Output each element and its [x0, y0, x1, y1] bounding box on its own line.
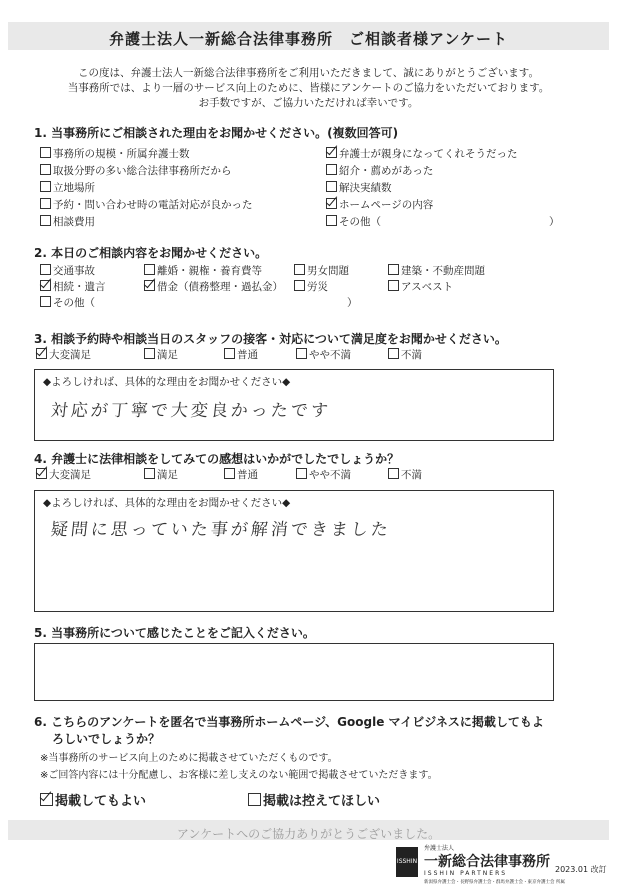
- q5-comment-box[interactable]: [34, 643, 554, 701]
- checkbox-icon[interactable]: [40, 793, 53, 806]
- q4-option[interactable]: 大変満足: [36, 468, 91, 482]
- checkbox-icon[interactable]: [326, 147, 337, 158]
- q1-option[interactable]: 取扱分野の多い総合法律事務所だから: [40, 164, 232, 178]
- q1-option[interactable]: 立地場所: [40, 181, 95, 195]
- q5-title: 5. 当事務所について感じたことをご記入ください。: [34, 626, 315, 640]
- q2-option[interactable]: 建築・不動産問題: [388, 264, 485, 278]
- q4-option[interactable]: 普通: [224, 468, 258, 482]
- q3-option[interactable]: やや不満: [296, 348, 351, 362]
- intro-line-1: この度は、弁護士法人一新総合法律事務所をご利用いただきまして、誠にありがとうございます。: [78, 67, 539, 79]
- checkbox-icon[interactable]: [248, 793, 261, 806]
- checkbox-icon[interactable]: [40, 215, 51, 226]
- checkbox-icon[interactable]: [294, 280, 305, 291]
- checkbox-icon[interactable]: [326, 164, 337, 175]
- q2-option-other[interactable]: その他（ ）: [40, 296, 358, 310]
- q2-title: 2. 本日のご相談内容をお聞かせください。: [34, 246, 268, 260]
- q3-option[interactable]: 不満: [388, 348, 422, 362]
- q3-option[interactable]: 普通: [224, 348, 258, 362]
- q6-note-1: ※当事務所のサービス向上のために掲載させていただくものです。: [40, 753, 338, 764]
- logo-small-text: 弁護士法人: [424, 845, 455, 852]
- q1-option[interactable]: ホームページの内容: [326, 198, 433, 212]
- q1-option[interactable]: 弁護士が親身になってくれそうだった: [326, 147, 518, 161]
- checkbox-icon[interactable]: [388, 468, 399, 479]
- page-title: 弁護士法人一新総合法律事務所 ご相談者様アンケート: [108, 30, 509, 48]
- q4-option[interactable]: 不満: [388, 468, 422, 482]
- q3-option[interactable]: 満足: [144, 348, 178, 362]
- q3-title: 3. 相談予約時や相談当日のスタッフの接客・対応について満足度をお聞かせください。: [34, 332, 507, 346]
- q1-option[interactable]: 相談費用: [40, 215, 95, 229]
- checkbox-icon[interactable]: [224, 468, 235, 479]
- q2-option[interactable]: 離婚・親権・養育費等: [144, 264, 262, 278]
- q3-option[interactable]: 大変満足: [36, 348, 91, 362]
- q1-option[interactable]: 解決実績数: [326, 181, 392, 195]
- q3-comment-box[interactable]: [34, 369, 554, 441]
- q4-option[interactable]: やや不満: [296, 468, 351, 482]
- checkbox-icon[interactable]: [388, 280, 399, 291]
- q3-handwritten-answer: 対応が丁寧で大変良かったです: [49, 401, 332, 421]
- q2-option[interactable]: 労災: [294, 280, 328, 294]
- q4-handwritten-answer: 疑問に思っていた事が解消できました: [49, 520, 392, 540]
- checkbox-icon[interactable]: [40, 164, 51, 175]
- checkbox-icon[interactable]: [388, 348, 399, 359]
- q2-option[interactable]: 借金（債務整理・過払金）: [144, 280, 283, 294]
- checkbox-icon[interactable]: [40, 181, 51, 192]
- checkbox-icon[interactable]: [40, 280, 51, 291]
- intro-line-2: 当事務所では、より一層のサービス向上のために、皆様にアンケートのご協力をいただいております。: [67, 82, 550, 94]
- checkbox-icon[interactable]: [326, 198, 337, 209]
- logo-english: ISSHIN PARTNERS: [424, 870, 508, 877]
- q1-title: 1. 当事務所にご相談された理由をお聞かせください。(複数回答可): [34, 126, 399, 140]
- q1-option[interactable]: 事務所の規模・所属弁護士数: [40, 147, 190, 161]
- checkbox-icon[interactable]: [36, 348, 47, 359]
- q1-option[interactable]: 予約・問い合わせ時の電話対応が良かった: [40, 198, 253, 212]
- q2-option[interactable]: 交通事故: [40, 264, 95, 278]
- q6-title-line-1: 6. こちらのアンケートを匿名で当事務所ホームページ、Google マイビジネスに掲載してもよ: [34, 715, 544, 729]
- q3-comment-label: ◆よろしければ、具体的な理由をお聞かせください◆: [43, 376, 291, 388]
- thanks-message: アンケートへのご協力ありがとうございました。: [176, 827, 441, 841]
- checkbox-icon[interactable]: [40, 264, 51, 275]
- checkbox-icon[interactable]: [144, 468, 155, 479]
- checkbox-icon[interactable]: [296, 348, 307, 359]
- revision-label: 2023.01 改訂: [555, 865, 607, 874]
- checkbox-icon[interactable]: [40, 147, 51, 158]
- checkbox-icon[interactable]: [36, 468, 47, 479]
- q4-option[interactable]: 満足: [144, 468, 178, 482]
- checkbox-icon[interactable]: [296, 468, 307, 479]
- checkbox-icon[interactable]: [40, 198, 51, 209]
- checkbox-icon[interactable]: [388, 264, 399, 275]
- logo-name: 一新総合法律事務所: [424, 854, 550, 870]
- intro-line-3: お手数ですが、ご協力いただければ幸いです。: [198, 97, 419, 109]
- q2-option[interactable]: アスベスト: [388, 280, 453, 294]
- q4-comment-label: ◆よろしければ、具体的な理由をお聞かせください◆: [43, 497, 291, 509]
- q1-option[interactable]: 紹介・薦めがあった: [326, 164, 433, 178]
- checkbox-icon[interactable]: [224, 348, 235, 359]
- logo-sub-text: 新潟県弁護士会・長野県弁護士会・群馬弁護士会・東京弁護士会 所属: [424, 880, 565, 885]
- checkbox-icon[interactable]: [326, 215, 337, 226]
- firm-logo: [396, 843, 565, 889]
- checkbox-icon[interactable]: [144, 264, 155, 275]
- checkbox-icon[interactable]: [294, 264, 305, 275]
- q6-option-yes[interactable]: 掲載してもよい: [40, 790, 146, 809]
- checkbox-icon[interactable]: [144, 280, 155, 291]
- q4-title: 4. 弁護士に法律相談をしてみての感想はいかがでしたでしょうか？: [34, 452, 400, 466]
- q6-title-line-2: ろしいでしょうか？: [52, 732, 161, 746]
- checkbox-icon[interactable]: [144, 348, 155, 359]
- logo-mark-icon: ISSHIN: [396, 847, 418, 877]
- q6-option-no[interactable]: 掲載は控えてほしい: [248, 790, 380, 809]
- q6-note-2: ※ご回答内容には十分配慮し、お客様に差し支えのない範囲で掲載させていただきます。: [40, 770, 438, 781]
- checkbox-icon[interactable]: [40, 296, 51, 307]
- checkbox-icon[interactable]: [326, 181, 337, 192]
- q1-option[interactable]: その他（ ）: [326, 215, 560, 229]
- q2-option[interactable]: 男女問題: [294, 264, 349, 278]
- q2-option[interactable]: 相続・遺言: [40, 280, 106, 294]
- q4-comment-box[interactable]: [34, 490, 554, 612]
